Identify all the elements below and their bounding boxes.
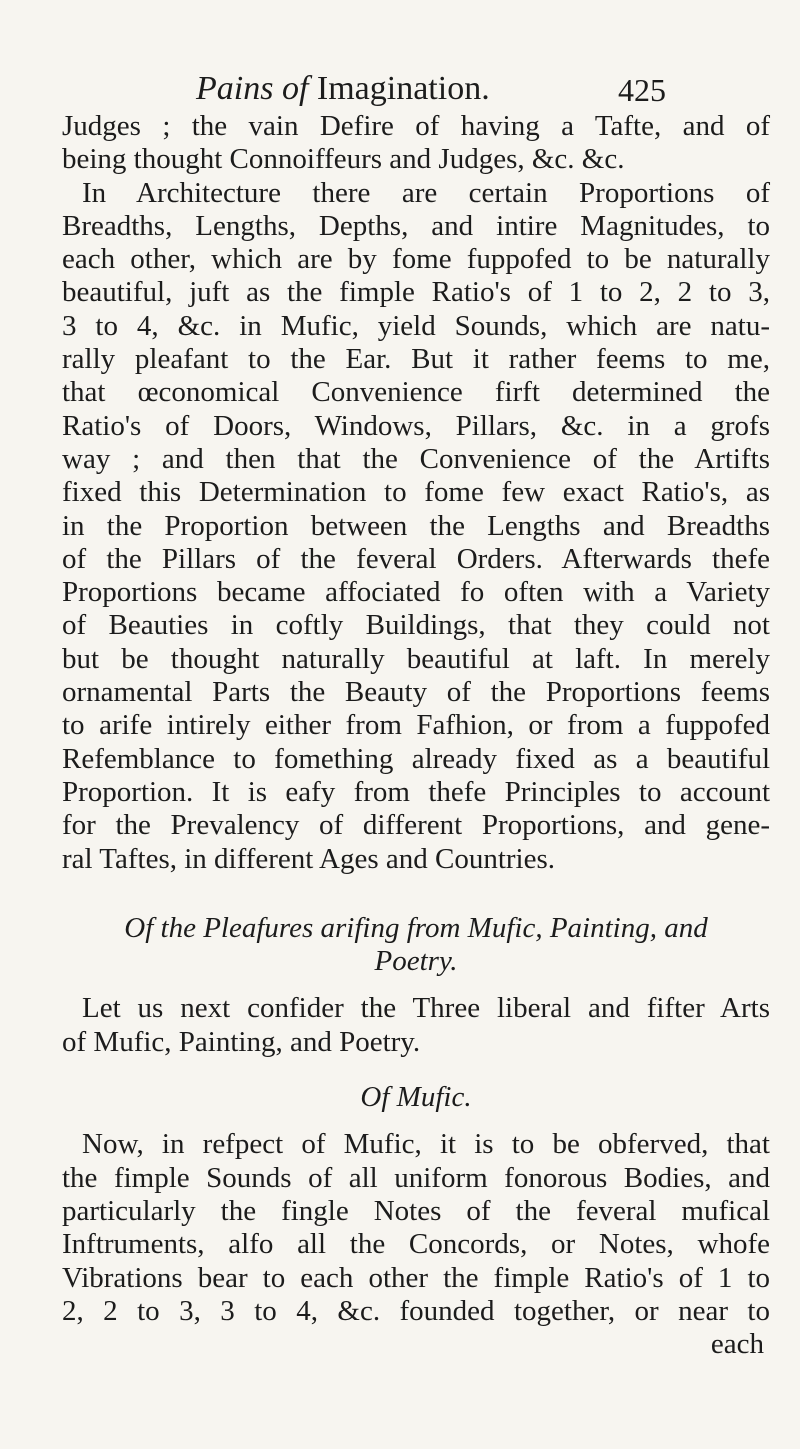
catchword: each xyxy=(710,1328,764,1361)
text-line: beautiful, juft as the fimple Ratio's of 1 to 2, 2 to 3, xyxy=(62,276,770,309)
text-line: for the Prevalency of different Proportions, and gene- xyxy=(62,809,770,842)
text-line: ral Taftes, in different Ages and Countries. xyxy=(62,842,555,875)
text-line: of Mufic, Painting, and Poetry. xyxy=(62,1025,421,1058)
section-heading-line: Of the Pleafures arifing from Mufic, Painting, and xyxy=(124,911,708,944)
running-title-of: of xyxy=(281,70,309,107)
text-line: but be thought naturally beautiful at laft. In merely xyxy=(62,642,770,675)
text-line: ornamental Parts the Beauty of the Proportions feems xyxy=(62,676,770,709)
paragraph-3 xyxy=(62,992,770,1059)
text-line: Ratio's of Doors, Windows, Pillars, &c. in a grofs xyxy=(62,409,770,442)
text-line: Judges ; the vain Defire of having a Tafte, and of xyxy=(62,110,770,142)
paragraph-2 xyxy=(62,177,770,876)
text-line: Vibrations bear to each other the fimple Ratio's of 1 to xyxy=(62,1261,770,1294)
running-title-imagination: Imagination. xyxy=(316,70,490,107)
text-line: Now, in refpect of Mufic, it is to be obferved, that xyxy=(82,1128,770,1161)
section-heading-line: Poetry. xyxy=(374,945,458,978)
text-line: of Beauties in coftly Buildings, that they could not xyxy=(62,609,770,642)
text-line: each other, which are by fome fuppofed to be naturally xyxy=(62,243,770,276)
text-line: of the Pillars of the feveral Orders. Afterwards thefe xyxy=(62,542,770,575)
page-number: 425 xyxy=(618,72,666,108)
running-title-pains: Pains xyxy=(196,70,274,107)
running-title xyxy=(196,70,490,108)
subheading: Of Mufic. xyxy=(360,1081,472,1114)
text-line: Refemblance to fomething already fixed as a beautiful xyxy=(62,742,770,775)
body-text xyxy=(62,110,770,1361)
text-line: rally pleafant to the Ear. But it rather feems to me, xyxy=(62,343,770,376)
text-line: Inftruments, alfo all the Concords, or Notes, whofe xyxy=(62,1228,770,1261)
text-line: fixed this Determination to fome few exact Ratio's, as xyxy=(62,476,770,509)
text-line: to arife intirely either from Fafhion, or from a fuppofed xyxy=(62,709,770,742)
text-line: In Architecture there are certain Proportions of xyxy=(82,176,770,209)
text-line: Proportion. It is eafy from thefe Principles to account xyxy=(62,775,770,808)
text-line: the fimple Sounds of all uniform fonorous Bodies, and xyxy=(62,1161,770,1194)
paragraph-4 xyxy=(62,1128,770,1328)
text-line: being thought Connoiffeurs and Judges, &c. &c. xyxy=(62,143,625,176)
section-heading xyxy=(62,912,770,979)
text-line: 2, 2 to 3, 3 to 4, &c. founded together, or near to xyxy=(62,1294,770,1327)
paragraph-1 xyxy=(62,110,770,177)
text-line: that œconomical Convenience firft determined the xyxy=(62,376,770,409)
text-line: particularly the fingle Notes of the feveral mufical xyxy=(62,1194,770,1227)
text-line: Breadths, Lengths, Depths, and intire Magnitudes, to xyxy=(62,209,770,242)
text-line: in the Proportion between the Lengths and Breadths xyxy=(62,509,770,542)
text-line: 3 to 4, &c. in Mufic, yield Sounds, which are natu- xyxy=(62,309,770,342)
text-line: Proportions became affociated fo often with a Variety xyxy=(62,576,770,609)
text-line: way ; and then that the Convenience of the Artifts xyxy=(62,442,770,475)
text-line: Let us next confider the Three liberal and fifter Arts xyxy=(82,992,770,1025)
